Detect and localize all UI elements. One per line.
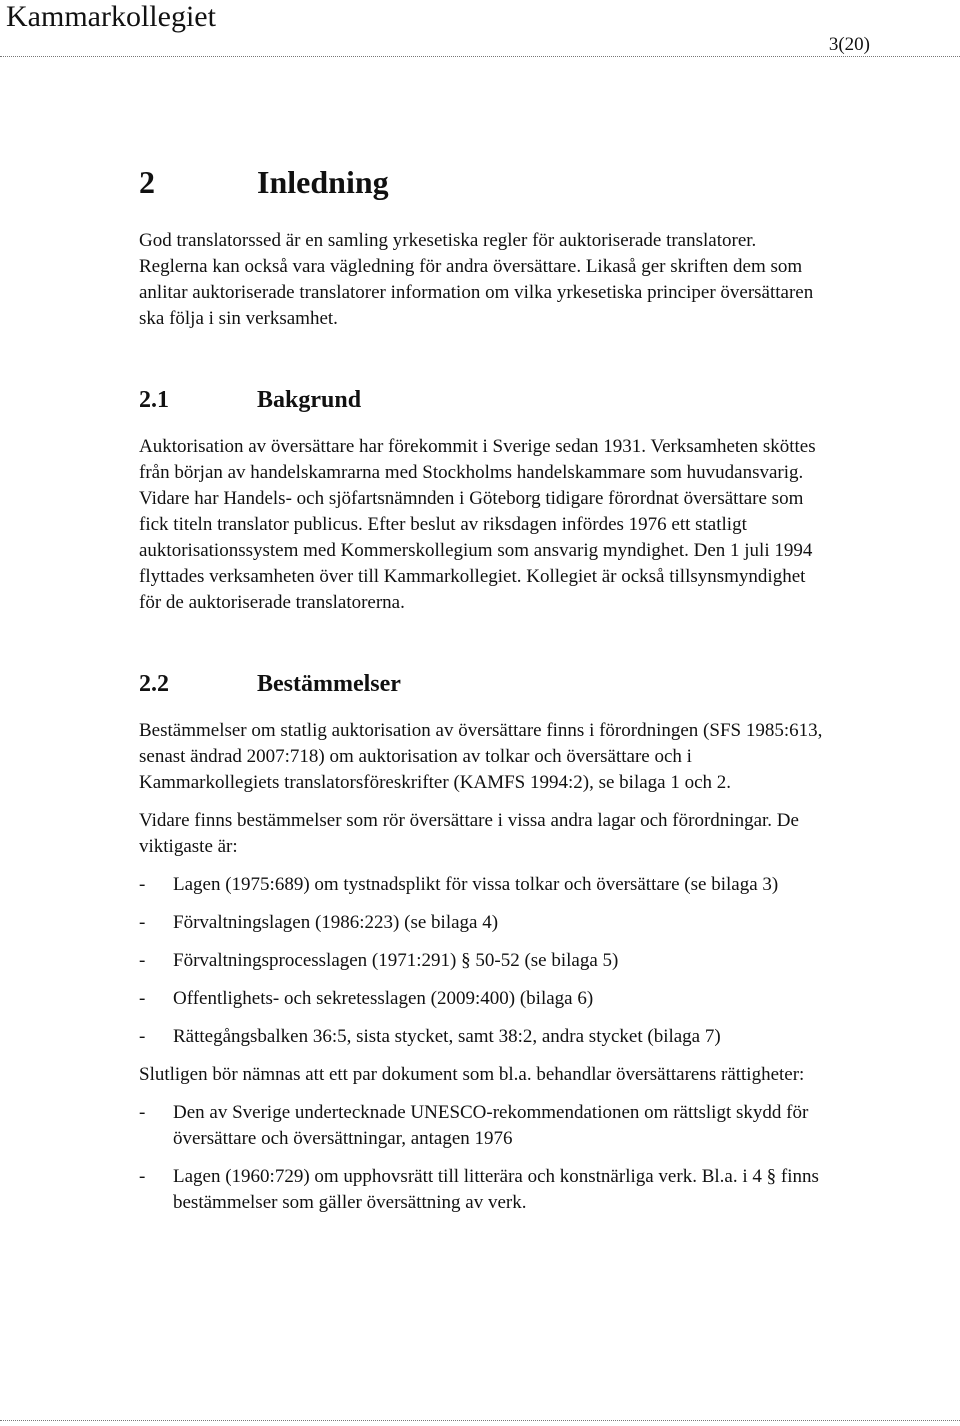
bestammelser-paragraph-1: Bestämmelser om statlig auktorisation av översättare finns i förordningen (SFS 1985:613, senast ändrad 2007:718) om auktorisation av tolkar och översättare och i Kammarkollegiets translatorsföreskrifter (KAMFS 1994:2), se bilaga 1 och 2. xyxy=(139,720,823,793)
intro-paragraph: God translatorssed är en samling yrkesetiska regler för auktoriserade translatorer. Reglerna kan också vara vägledning för andra översättare. Likaså ger skriften dem som anlitar auktoriserade translatorer information om vilka yrkesetiska principer översättaren ska följa i sin verksamhet. xyxy=(139,230,814,329)
section-title: Bestämmelser xyxy=(257,671,401,697)
footer-divider xyxy=(0,1420,960,1421)
document-body xyxy=(139,160,829,1228)
bestammelser-paragraph-2: Vidare finns bestämmelser som rör översättare i vissa andra lagar och förordningar. De viktigaste är: xyxy=(139,810,799,857)
chapter-title: Inledning xyxy=(257,164,389,200)
documents-list xyxy=(139,1100,829,1216)
section-number: 2.2 xyxy=(139,671,169,697)
list-item: - Lagen (1960:729) om upphovsrätt till litterära och konstnärliga verk. Bl.a. i 4 § finns bestämmelser som gäller översättning av verk. xyxy=(139,1166,819,1213)
list-item: - Förvaltningsprocesslagen (1971:291) § 50-52 (se bilaga 5) xyxy=(139,950,619,971)
chapter-number: 2 xyxy=(139,164,155,200)
section-heading-bakgrund xyxy=(139,384,829,416)
laws-list xyxy=(139,872,829,1050)
section-heading-bestammelser xyxy=(139,668,829,700)
organization-name: Kammarkollegiet xyxy=(6,0,216,33)
bestammelser-paragraph-3: Slutligen bör nämnas att ett par dokument som bl.a. behandlar översättarens rättigheter: xyxy=(139,1064,805,1085)
section-title: Bakgrund xyxy=(257,387,362,413)
bakgrund-paragraph: Auktorisation av översättare har förekommit i Sverige sedan 1931. Verksamheten sköttes från början av handelskamrarna med Stockholms handelskammare som huvudansvarig. Vidare har Handels- och sjöfartsnämnden i Göteborg tidigare förordnat översättare som fick titeln translator publicus. Efter beslut av riksdagen infördes 1976 ett statligt auktorisationssystem med Kommerskollegium som ansvarig myndighet. Den 1 juli 1994 flyttades verksamheten över till Kammarkollegiet. Kollegiet är också tillsynsmyndighet för de auktoriserade translatorerna. xyxy=(139,436,816,613)
page-number: 3(20) xyxy=(828,34,870,55)
page-header xyxy=(0,0,960,60)
header-divider xyxy=(0,56,960,57)
list-item: - Rättegångsbalken 36:5, sista stycket, samt 38:2, andra stycket (bilaga 7) xyxy=(139,1026,721,1047)
list-item: - Lagen (1975:689) om tystnadsplikt för vissa tolkar och översättare (se bilaga 3) xyxy=(139,874,779,895)
list-item: - Den av Sverige undertecknade UNESCO-rekommendationen om rättsligt skydd för översättare och översättningar, antagen 1976 xyxy=(139,1102,809,1149)
list-item: - Offentlighets- och sekretesslagen (2009:400) (bilaga 6) xyxy=(139,988,594,1009)
chapter-heading xyxy=(139,160,829,204)
section-number: 2.1 xyxy=(139,387,169,413)
list-item: - Förvaltningslagen (1986:223) (se bilaga 4) xyxy=(139,912,499,933)
